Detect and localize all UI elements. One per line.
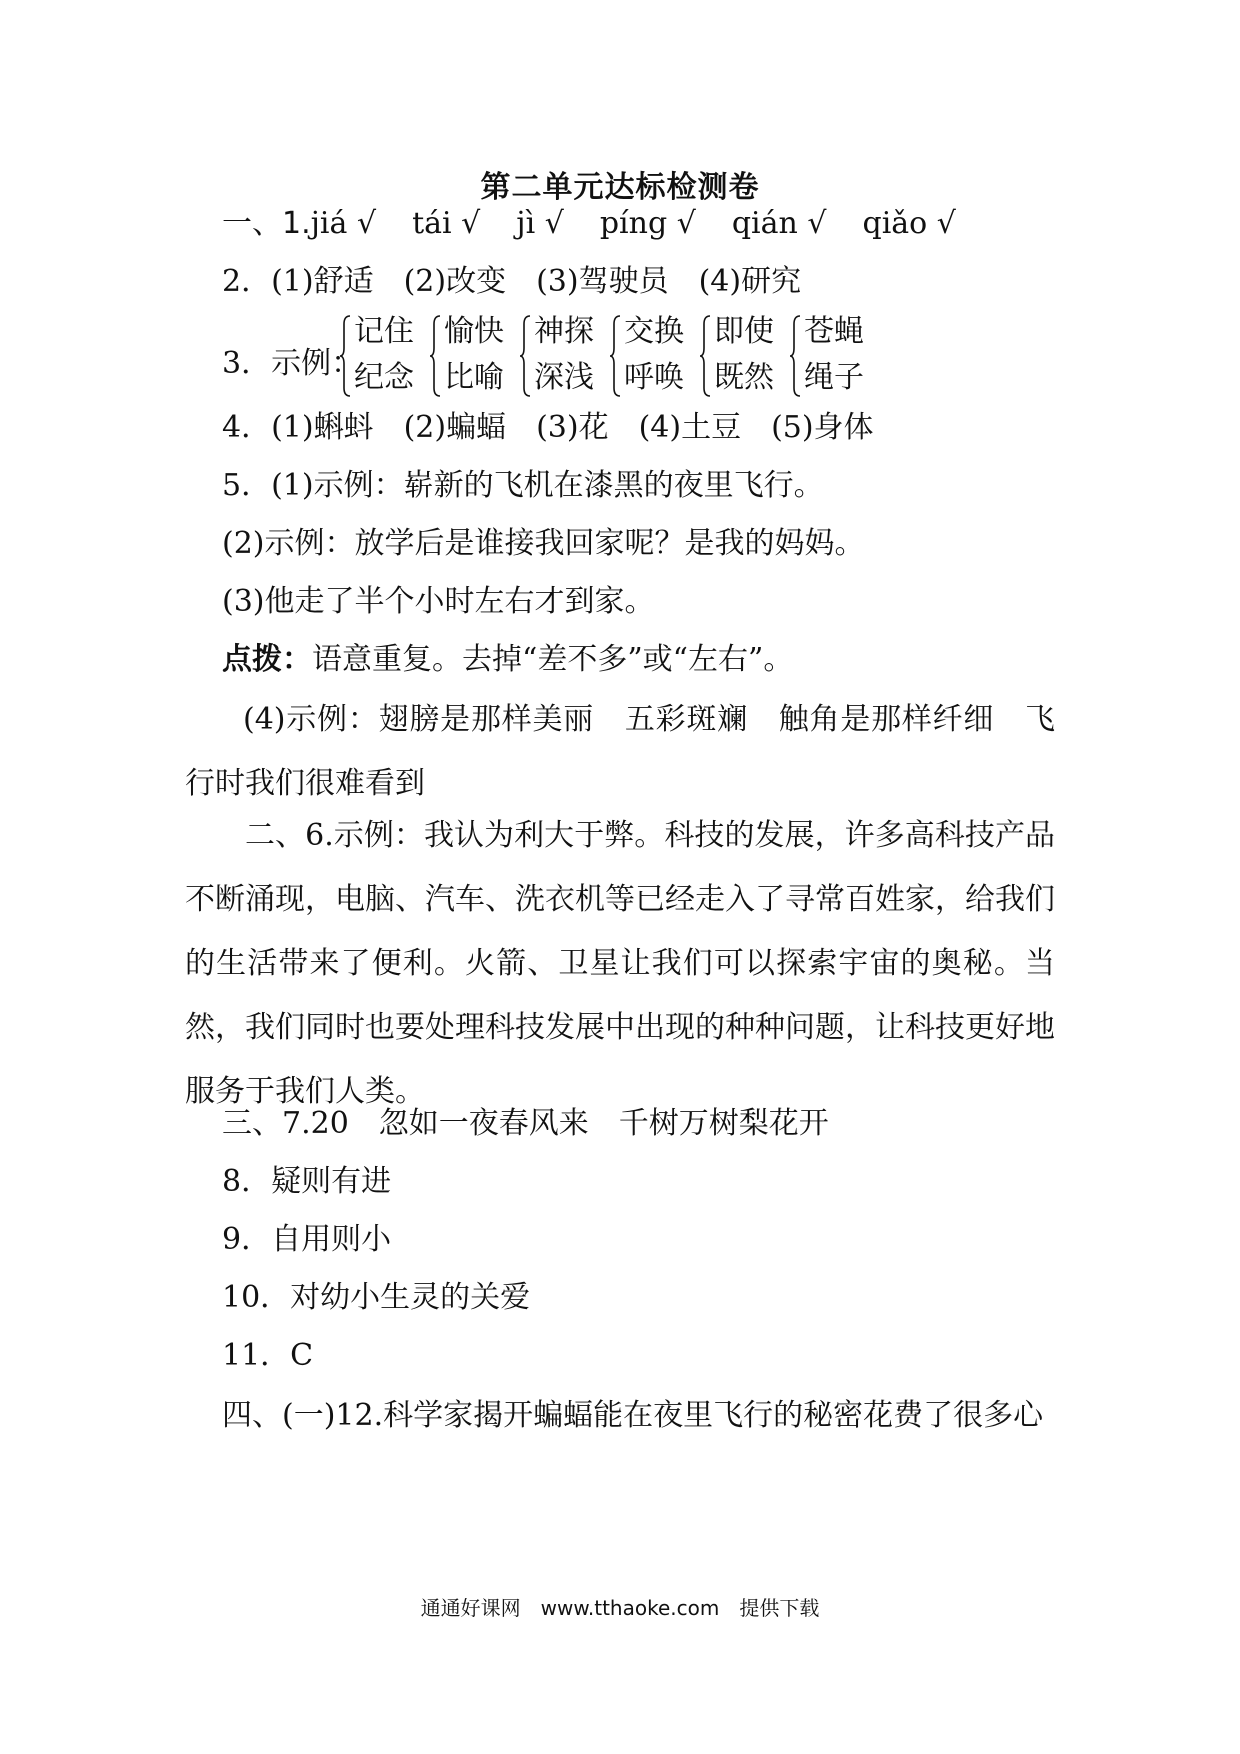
brace-icon [520,314,532,398]
q6-answer: 二、6.示例：我认为利大于弊。科技的发展，许多高科技产品不断涌现，电脑、汽车、洗衣机等已经走入了寻常百姓家，给我们的生活带来了便利。火箭、卫星让我们可以探索宇宙的奥秘。当然，我们同时也要处理科技发展中出现的种种问题，让科技更好地服务于我们人类。 [185,818,1055,1109]
tip-row [222,640,793,680]
brace-icon [700,314,712,398]
word-pair [790,312,880,402]
pair-bottom-word: 比喻 [444,360,504,395]
q7-answer: 三、7.20 忽如一夜春风来 千树万树梨花开 [222,1106,829,1141]
pair-top-word: 即使 [714,314,774,349]
pinyin-answer: tái √ [412,206,481,241]
pinyin-answer: qián √ [731,206,827,241]
footer-credit: 通通好课网 www.tthaoke.com 提供下载 [420,1596,820,1620]
pair-top-word: 愉快 [444,314,504,349]
pair-bottom-word: 绳子 [804,360,864,395]
word-pair [520,312,610,402]
pinyin-answer: píng √ [599,206,696,241]
word-pair [340,312,430,402]
q8-answer: 8．疑则有进 [222,1164,392,1199]
pinyin-answer: jì √ [516,206,564,241]
tip-label: 点拨： [222,642,312,677]
word-pair [430,312,520,402]
pinyin-answer: jiá √ [310,206,377,241]
q5-1-answer: 5．(1)示例：崭新的飞机在漆黑的夜里飞行。 [222,468,824,503]
q2-answer: 2．(1)舒适 (2)改变 (3)驾驶员 (4)研究 [222,264,802,299]
q10-answer: 10．对幼小生灵的关爱 [222,1280,531,1315]
pair-top-word: 交换 [624,314,684,349]
pair-bottom-word: 既然 [714,360,774,395]
q12-answer: 四、(一)12.科学家揭开蝙蝠能在夜里飞行的秘密花费了很多心 [222,1398,1044,1433]
q1-label: 一、1. [222,206,311,241]
brace-icon [790,314,802,398]
page-title: 第二单元达标检测卷 [480,170,760,205]
q1-row [222,204,956,244]
q9-answer: 9．自用则小 [222,1222,392,1257]
q4-answer: 4．(1)蝌蚪 (2)蝙蝠 (3)花 (4)土豆 (5)身体 [222,410,874,445]
word-pair [700,312,790,402]
pair-bottom-word: 深浅 [534,360,594,395]
q3-label: 3．示例： [222,346,362,381]
brace-icon [610,314,622,398]
word-pair [610,312,700,402]
pair-top-word: 神探 [534,314,594,349]
pair-bottom-word: 呼唤 [624,360,684,395]
q5-2-answer: (2)示例：放学后是谁接我回家呢？是我的妈妈。 [222,526,865,561]
q5-3-answer: (3)他走了半个小时左右才到家。 [222,584,655,619]
brace-icon [340,314,352,398]
pinyin-answer: qiǎo √ [862,206,956,241]
tip-text: 语意重复。去掉“差不多”或“左右”。 [312,642,794,677]
q11-answer: 11．C [222,1338,314,1373]
pair-top-word: 记住 [354,314,414,349]
pair-top-word: 苍蝇 [804,314,864,349]
brace-icon [430,314,442,398]
q5-4-answer: (4)示例：翅膀是那样美丽 五彩斑斓 触角是那样纤细 飞行时我们很难看到 [185,702,1055,801]
pair-bottom-word: 纪念 [354,360,414,395]
